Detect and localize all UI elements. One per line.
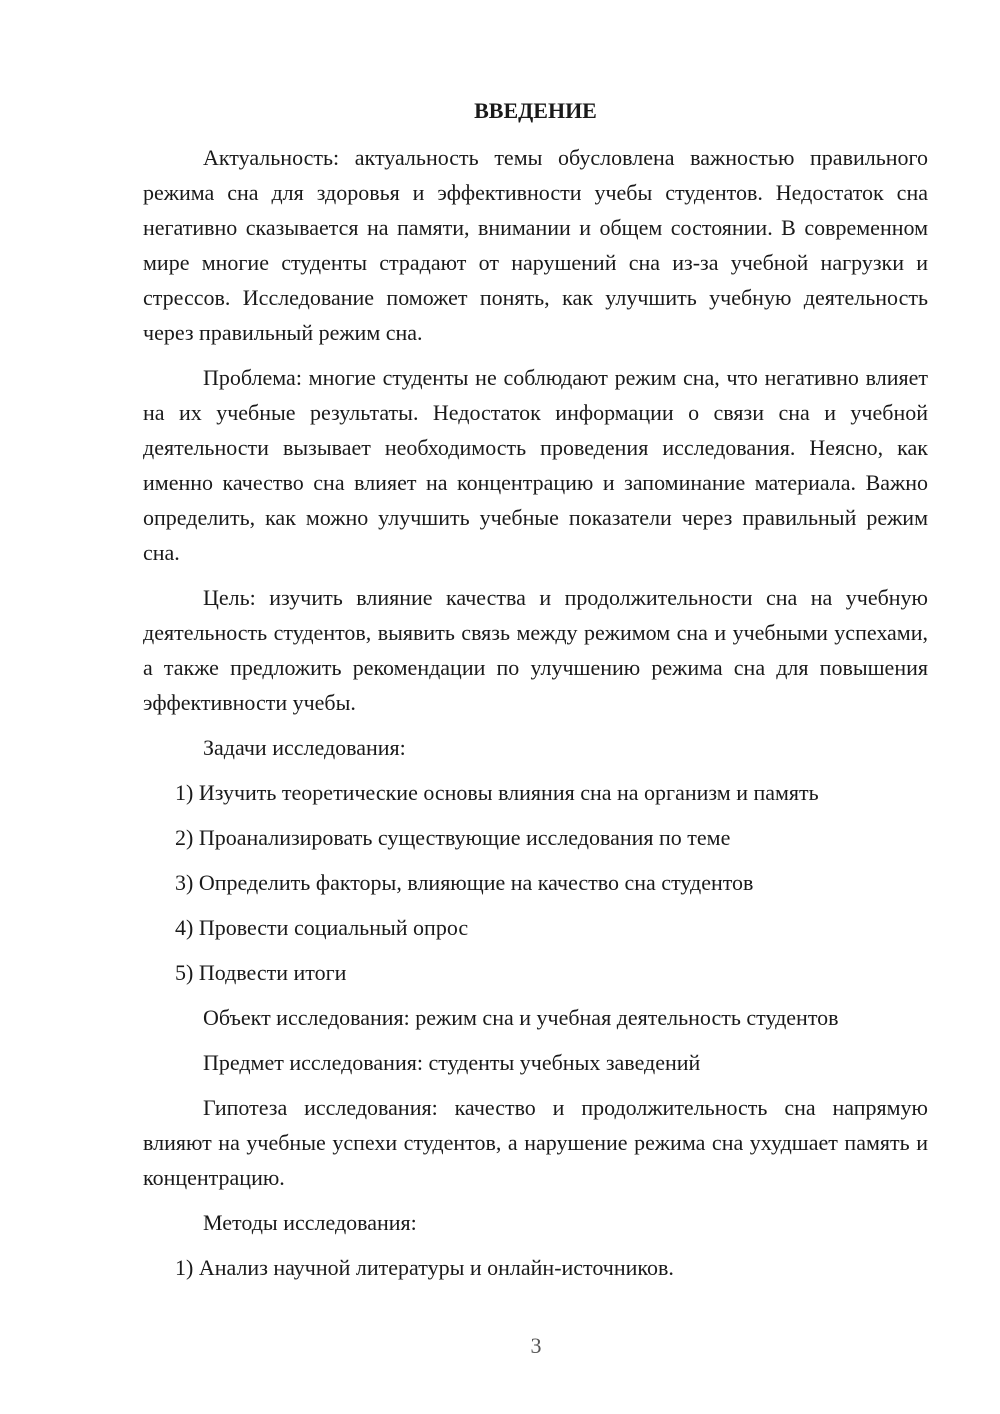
document-page <box>143 94 928 1295</box>
task-item-5: 5) Подвести итоги <box>175 960 347 985</box>
paragraph-relevance: Актуальность: актуальность темы обусловлена важностью правильного режима сна для здоровья и эффективности учебы студентов. Недостаток сна негативно сказывается на памяти, внимании и общем состоянии. В современном мире многие студенты страдают от нарушений сна из-за учебной нагрузки и стрессов. Исследование поможет понять, как улучшить учебную деятельность через правильный режим сна. <box>143 145 928 345</box>
paragraph-goal: Цель: изучить влияние качества и продолжительности сна на учебную деятельность студентов, выявить связь между режимом сна и учебными успехами, а также предложить рекомендации по улучшению режима сна для повышения эффективности учебы. <box>143 585 928 715</box>
task-item-3: 3) Определить факторы, влияющие на качество сна студентов <box>175 870 754 895</box>
paragraph-problem: Проблема: многие студенты не соблюдают режим сна, что негативно влияет на их учебные результаты. Недостаток информации о связи сна и учебной деятельности вызывает необходимость проведения исследования. Неясно, как именно качество сна влияет на концентрацию и запоминание материала. Важно определить, как можно улучшить учебные показатели через правильный режим сна. <box>143 365 928 565</box>
page-title: ВВЕДЕНИЕ <box>474 98 597 123</box>
paragraph-hypothesis: Гипотеза исследования: качество и продолжительность сна напрямую влияют на учебные успехи студентов, а нарушение режима сна ухудшает память и концентрацию. <box>143 1095 928 1190</box>
task-item-1: 1) Изучить теоретические основы влияния сна на организм и память <box>175 780 819 805</box>
task-item-2: 2) Проанализировать существующие исследования по теме <box>175 825 731 850</box>
tasks-heading: Задачи исследования: <box>203 735 406 760</box>
page-number: 3 <box>530 1333 542 1358</box>
methods-heading: Методы исследования: <box>203 1210 417 1235</box>
task-item-4: 4) Провести социальный опрос <box>175 915 469 940</box>
research-object: Объект исследования: режим сна и учебная деятельность студентов <box>203 1005 839 1030</box>
research-subject: Предмет исследования: студенты учебных заведений <box>203 1050 701 1075</box>
method-item-1: 1) Анализ научной литературы и онлайн-источников. <box>175 1255 674 1280</box>
